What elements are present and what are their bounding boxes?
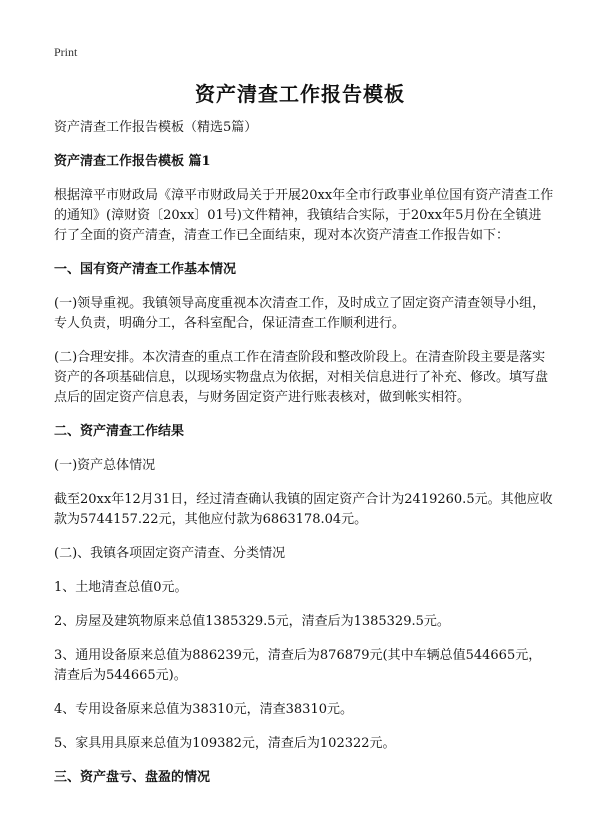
- document-subtitle: 资产清查工作报告模板（精选5篇）: [54, 120, 258, 135]
- list-item-general-equipment: 3、通用设备原来总值为886239元，清查后为876879元(其中车辆总值544665元，清查后为544665元)。: [54, 648, 542, 683]
- paragraph-classification-label: (二)、我镇各项固定资产清查、分类情况: [54, 546, 286, 561]
- paragraph-arrangement: (二)合理安排。本次清查的重点工作在清查阶段和整改阶段上。在清查阶段主要是落实资产的各项基础信息，以现场实物盘点为依据，对相关信息进行了补充、修改。填写盘点后的固定资产信息表，与财务固定资产进行账表核对，做到帐实相符。: [54, 350, 549, 405]
- paragraph-leadership: (一)领导重视。我镇领导高度重视本次清查工作，及时成立了固定资产清查领导小组，专人负责，明确分工，各科室配合，保证清查工作顺利进行。: [54, 296, 546, 331]
- heading-basic-situation: 一、国有资产清查工作基本情况: [54, 262, 237, 277]
- heading-gains-losses: 三、资产盘亏、盘盈的情况: [54, 770, 211, 785]
- section-title: 资产清查工作报告模板 篇1: [54, 154, 211, 169]
- list-item-land: 1、土地清查总值0元。: [54, 580, 188, 595]
- list-item-furniture: 5、家具用具原来总值为109382元，清查后为102322元。: [54, 736, 396, 751]
- list-item-special-equipment: 4、专用设备原来总值为38310元，清查38310元。: [54, 702, 353, 717]
- intro-paragraph: 根据漳平市财政局《漳平市财政局关于开展20xx年全市行政事业单位国有资产清查工作的通知》(漳财资〔20xx〕01号)文件精神，我镇结合实际，于20xx年5月份在全镇进行了全面的资产清查，清查工作已全面结束，现对本次资产清查工作报告如下：: [54, 188, 554, 243]
- list-item-buildings: 2、房屋及建筑物原来总值1385329.5元，清查后为1385329.5元。: [54, 614, 450, 629]
- document-title: 资产清查工作报告模板: [195, 82, 405, 106]
- paragraph-overall-details: 截至20xx年12月31日，经过清查确认我镇的固定资产合计为2419260.5元。其他应收款为5744157.22元，其他应付款为6863178.04元。: [54, 492, 553, 527]
- document-content: [54, 118, 554, 802]
- print-label[interactable]: Print: [54, 45, 78, 59]
- heading-results: 二、资产清查工作结果: [54, 424, 185, 439]
- paragraph-overall-label: (一)资产总体情况: [54, 458, 156, 473]
